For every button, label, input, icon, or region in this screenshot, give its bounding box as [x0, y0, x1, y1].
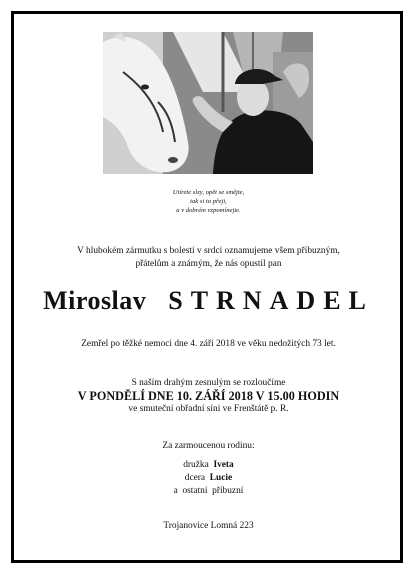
farewell-intro: S naším drahým zesnulým se rozloučíme	[131, 378, 286, 388]
mourners-list	[0, 459, 417, 498]
mourner-item	[0, 459, 417, 472]
intro-line: V hlubokém zármutku s bolestí v srdci oznamujeme všem příbuzným,	[77, 246, 340, 256]
family-address: Trojanovice Lomná 223	[163, 521, 254, 531]
mourner-relation: dcera	[184, 473, 206, 483]
man-with-horse-image	[103, 32, 313, 174]
mourner-name: Iveta	[213, 460, 234, 470]
deceased-name	[0, 286, 417, 316]
surname: STRNADEL	[168, 286, 374, 315]
announcement-intro	[0, 245, 417, 271]
mourner-item	[0, 472, 417, 485]
mourner-name: Lucie	[209, 473, 233, 483]
intro-line: přátelům a známým, že nás opustil pan	[135, 259, 282, 269]
mourner-relation: a ostatní	[173, 486, 208, 496]
mourner-relation: družka	[183, 460, 209, 470]
mourner-name: příbuzní	[212, 486, 244, 496]
mourners-heading: Za zarmoucenou rodinu:	[162, 441, 255, 451]
quote-line: Utírete slzy, opět se smějte,	[172, 189, 245, 196]
death-notice-text: Zemřel po těžké nemoci dne 4. září 2018 ve věku nedožitých 73 let.	[81, 339, 336, 349]
funeral-date-time: V PONDĚLÍ DNE 10. ZÁŘÍ 2018 V 15.00 HODIN	[77, 389, 340, 403]
mourner-item	[0, 485, 417, 498]
memorial-quote	[0, 188, 417, 215]
funeral-venue: ve smuteční obřadní síni ve Frenštátě p. R.	[128, 404, 289, 414]
quote-line: a v dobrém vzpomínejte.	[176, 207, 241, 214]
portrait-photo	[103, 32, 313, 174]
first-name: Miroslav	[43, 286, 147, 315]
quote-line: tak si to přeji,	[190, 198, 227, 205]
